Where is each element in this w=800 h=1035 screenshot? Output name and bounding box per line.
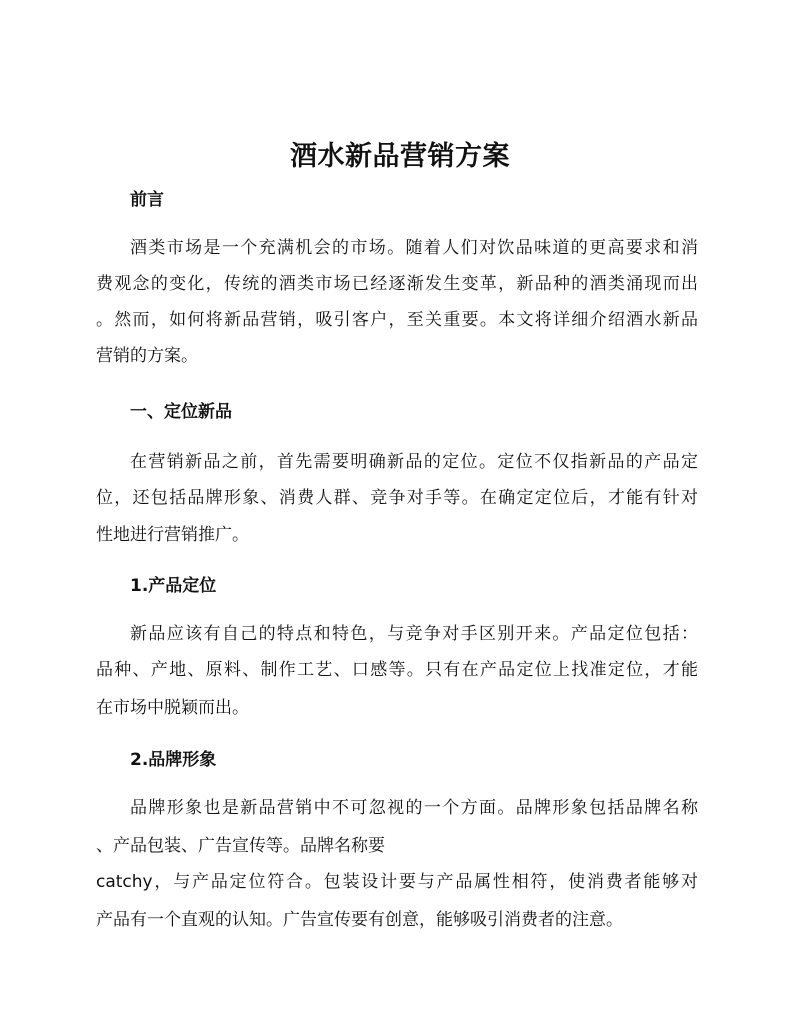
paragraph-line: 产品有一个直观的认知。广告宣传要有创意，能够吸引消费者的注意。 [96,910,623,930]
paragraph-line: 位，还包括品牌形象、消费人群、竞争对手等。在确定定位后，才能有针对 [96,488,698,508]
paragraph-line: 酒类市场是一个充满机会的市场。随着人们对饮品味道的更高要求和消 [130,238,698,258]
paragraph-line: 在市场中脱颖而出。 [96,698,249,718]
paragraph-line: catchy，与产品定位符合。包装设计要与产品属性相符，使消费者能够对 [96,872,698,892]
paragraph-line: 。然而，如何将新品营销，吸引客户，至关重要。本文将详细介绍酒水新品 [96,310,698,330]
document-title: 酒水新品营销方案 [290,141,510,172]
section-heading-preface: 前言 [130,190,164,210]
section-heading-brand-image: 2.品牌形象 [130,750,217,770]
paragraph-line: 、产品包装、广告宣传等。品牌名称要 [96,836,385,856]
paragraph-line: 费观念的变化，传统的酒类市场已经逐渐发生变革，新品种的酒类涌现而出 [96,274,698,294]
paragraph-line: 营销的方案。 [96,346,198,366]
paragraph-line: 品牌形象也是新品营销中不可忽视的一个方面。品牌形象包括品牌名称 [130,798,698,818]
paragraph-line: 新品应该有自己的特点和特色，与竞争对手区别开来。产品定位包括： [130,624,698,644]
paragraph-line: 品种、产地、原料、制作工艺、口感等。只有在产品定位上找准定位，才能 [96,660,698,680]
section-heading-positioning: 一、定位新品 [130,402,232,422]
section-heading-product-positioning: 1.产品定位 [130,576,217,596]
paragraph-line: 性地进行营销推广。 [96,525,249,545]
paragraph-line: 在营销新品之前，首先需要明确新品的定位。定位不仅指新品的产品定 [130,452,698,472]
